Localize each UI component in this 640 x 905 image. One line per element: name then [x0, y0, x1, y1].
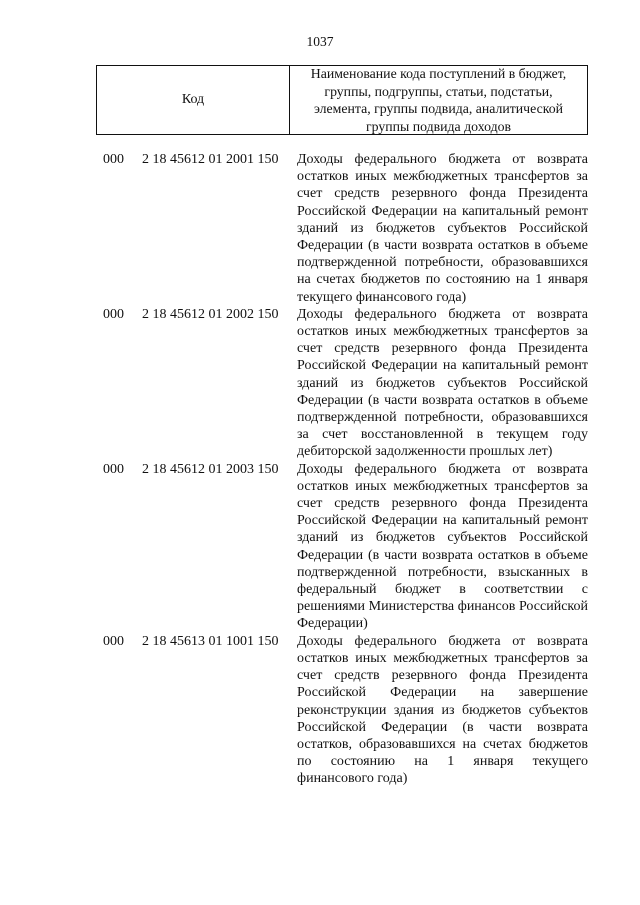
- row-income-code: 2 18 45613 01 1001 150: [142, 633, 279, 649]
- page-number: 1037: [306, 34, 334, 49]
- row-income-code: 2 18 45612 01 2002 150: [142, 306, 279, 322]
- table-row: [0, 633, 640, 788]
- row-description: Доходы федерального бюджета от возврата остатков иных межбюджетных трансфертов за счет средств резервного фонда Президента Российской Федерации на завершение реконструкции здания из бюджетов субъектов Российской Федерации (в части возврата остатков, образовавшихся на счетах бюджетов по состоянию на 1 января текущего финансового года): [297, 633, 588, 787]
- row-income-code: 2 18 45612 01 2001 150: [142, 152, 279, 167]
- row-description: Доходы федерального бюджета от возврата остатков иных межбюджетных трансфертов за счет средств резервного фонда Президента Российской Федерации на капитальный ремонт зданий из бюджетов субъектов Российской Федерации (в части возврата остатков в объеме подтвержденной потребности, взысканных в федеральный бюджет в соответствии с решениями Министерства финансов Российской Федерации): [297, 461, 588, 632]
- row-description: Доходы федерального бюджета от возврата остатков иных межбюджетных трансфертов за счет средств резервного фонда Президента Российской Федерации на капитальный ремонт зданий из бюджетов субъектов Российской Федерации (в части возврата остатков в объеме подтвержденной потребности, образовавшихся на счетах бюджетов по состоянию на 1 января текущего финансового года): [297, 152, 588, 305]
- income-code-list: [0, 151, 640, 788]
- row-income-code: 2 18 45612 01 2003 150: [142, 461, 279, 477]
- header-code-column: Код: [97, 66, 290, 134]
- table-row: [0, 461, 640, 633]
- row-admin-code: 000: [103, 306, 124, 322]
- table-row: [0, 151, 640, 306]
- row-description: Доходы федерального бюджета от возврата остатков иных межбюджетных трансфертов за счет средств резервного фонда Президента Российской Федерации на капитальный ремонт зданий из бюджетов субъектов Российской Федерации (в части возврата остатков в объеме подтвержденной потребности, образовавшихся за счет восстановленной в текущем году дебиторской задолженности прошлых лет): [297, 306, 588, 460]
- row-admin-code: 000: [103, 152, 124, 167]
- header-name-column: Наименование кода поступлений в бюджет, группы, подгруппы, статьи, подстатьи, элемента, группы подвида, аналитической группы подвида доходов: [310, 66, 567, 134]
- row-admin-code: 000: [103, 461, 124, 477]
- row-admin-code: 000: [103, 633, 124, 649]
- table-row: [0, 306, 640, 461]
- table-header: [96, 65, 588, 135]
